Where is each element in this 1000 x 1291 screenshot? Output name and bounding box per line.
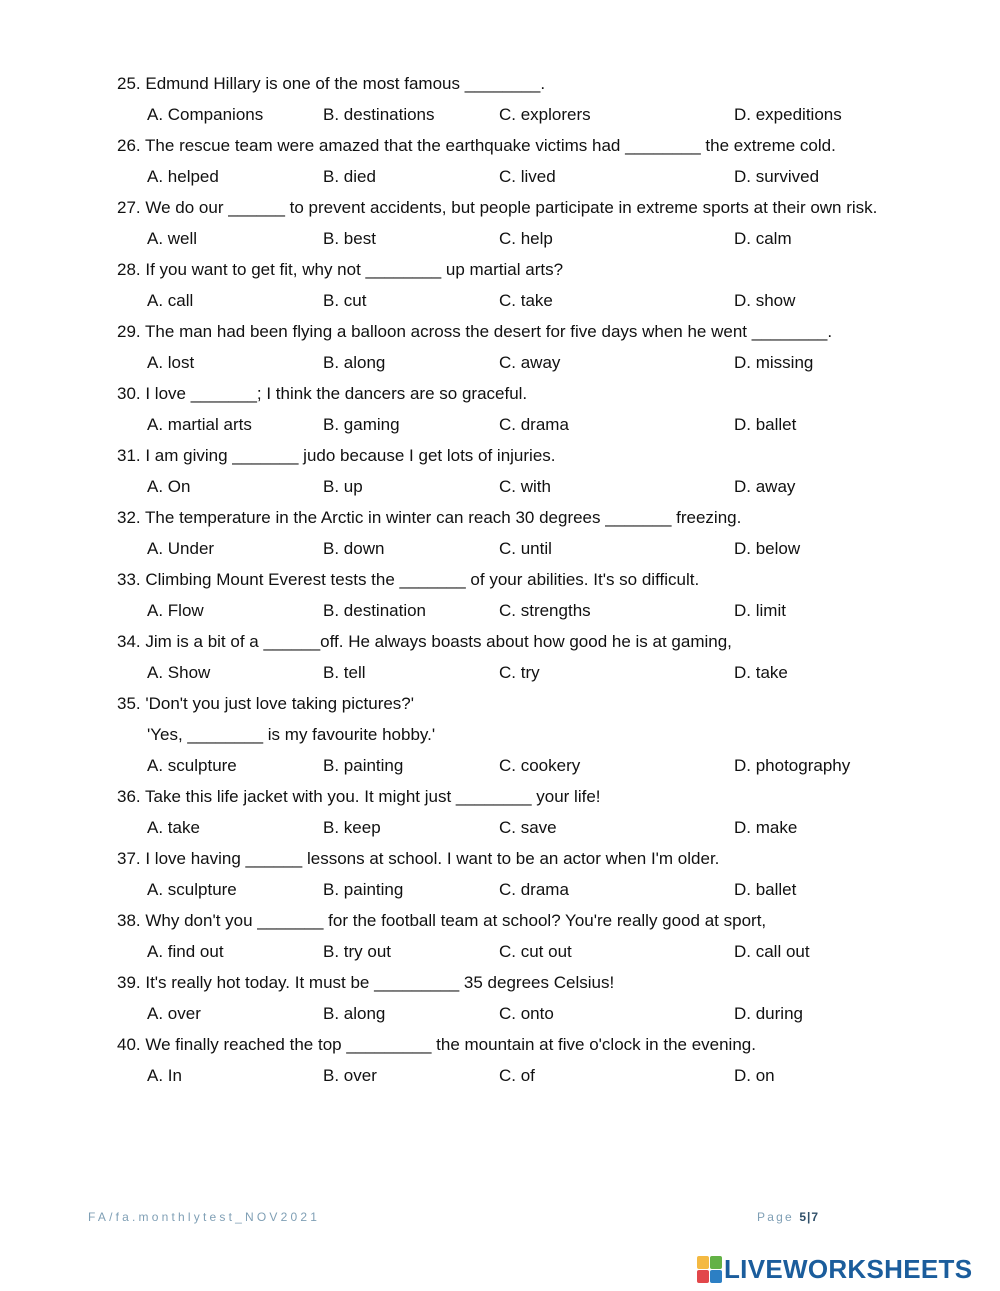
answer-option-c[interactable]: C. of — [499, 1066, 535, 1085]
answer-option-b[interactable]: B. down — [323, 539, 385, 558]
answer-option-d[interactable]: D. ballet — [734, 880, 797, 899]
answer-option-c[interactable]: C. drama — [499, 880, 569, 899]
answer-option-d[interactable]: D. photography — [734, 756, 851, 775]
answer-option-d[interactable]: D. make — [734, 818, 798, 837]
question-text: 39. It's really hot today. It must be _________ 35 degrees Celsius! — [117, 973, 615, 992]
answer-option-a[interactable]: A. On — [147, 477, 191, 496]
answer-option-d[interactable]: D. missing — [734, 353, 814, 372]
answer-option-d[interactable]: D. expeditions — [734, 105, 842, 124]
question-text: 25. Edmund Hillary is one of the most famous ________. — [117, 74, 546, 93]
answer-option-a[interactable]: A. sculpture — [147, 880, 237, 899]
question-text: 40. We finally reached the top _________ the mountain at five o'clock in the evening. — [117, 1035, 756, 1054]
question-text: 30. I love _______; I think the dancers are so graceful. — [117, 384, 528, 403]
answer-option-a[interactable]: A. Under — [147, 539, 215, 558]
answer-option-c[interactable]: C. until — [499, 539, 552, 558]
answer-option-b[interactable]: B. destinations — [323, 105, 435, 124]
answer-option-d[interactable]: D. show — [734, 291, 796, 310]
answer-option-c[interactable]: C. take — [499, 291, 553, 310]
answer-option-b[interactable]: B. up — [323, 477, 363, 496]
question-text: 28. If you want to get fit, why not ________ up martial arts? — [117, 260, 564, 279]
answer-option-b[interactable]: B. gaming — [323, 415, 400, 434]
answer-option-b[interactable]: B. try out — [323, 942, 392, 961]
answer-option-a[interactable]: A. find out — [147, 942, 224, 961]
answer-option-b[interactable]: B. painting — [323, 756, 404, 775]
answer-option-a[interactable]: A. call — [147, 291, 194, 310]
answer-option-a[interactable]: A. Companions — [147, 105, 264, 124]
answer-option-b[interactable]: B. cut — [323, 291, 367, 310]
page-label: Page — [757, 1210, 794, 1224]
question-text: 31. I am giving _______ judo because I get lots of injuries. — [117, 446, 556, 465]
answer-option-b[interactable]: B. along — [323, 1004, 386, 1023]
answer-option-c[interactable]: C. try — [499, 663, 540, 682]
question-text: 37. I love having ______ lessons at school. I want to be an actor when I'm older. — [117, 849, 720, 868]
question-text: 26. The rescue team were amazed that the earthquake victims had ________ the extreme cold. — [117, 136, 836, 155]
footer-page-number — [757, 1210, 819, 1224]
question-text: 38. Why don't you _______ for the football team at school? You're really good at sport, — [117, 911, 767, 930]
answer-option-c[interactable]: C. lived — [499, 167, 556, 186]
answer-option-d[interactable]: D. ballet — [734, 415, 797, 434]
answer-option-d[interactable]: D. during — [734, 1004, 803, 1023]
answer-option-c[interactable]: C. with — [499, 477, 551, 496]
answer-option-c[interactable]: C. strengths — [499, 601, 591, 620]
answer-option-c[interactable]: C. save — [499, 818, 557, 837]
answer-option-c[interactable]: C. explorers — [499, 105, 591, 124]
answer-option-a[interactable]: A. sculpture — [147, 756, 237, 775]
answer-option-c[interactable]: C. help — [499, 229, 553, 248]
answer-option-c[interactable]: C. away — [499, 353, 561, 372]
answer-option-a[interactable]: A. Flow — [147, 601, 204, 620]
question-text: 29. The man had been flying a balloon across the desert for five days when he went ________. — [117, 322, 833, 341]
answer-option-a[interactable]: A. martial arts — [147, 415, 252, 434]
answer-option-d[interactable]: D. on — [734, 1066, 775, 1085]
answer-option-b[interactable]: B. painting — [323, 880, 404, 899]
liveworksheets-brand[interactable] — [697, 1253, 972, 1285]
answer-option-b[interactable]: B. tell — [323, 663, 366, 682]
answer-option-a[interactable]: A. well — [147, 229, 198, 248]
answer-option-a[interactable]: A. helped — [147, 167, 219, 186]
answer-option-d[interactable]: D. survived — [734, 167, 820, 186]
liveworksheets-logo-icon — [697, 1256, 721, 1282]
question-text: 36. Take this life jacket with you. It might just ________ your life! — [117, 787, 601, 806]
question-text: 'Yes, ________ is my favourite hobby.' — [147, 725, 436, 744]
answer-option-d[interactable]: D. away — [734, 477, 796, 496]
answer-option-d[interactable]: D. take — [734, 663, 788, 682]
question-text: 32. The temperature in the Arctic in winter can reach 30 degrees _______ freezing. — [117, 508, 742, 527]
answer-option-a[interactable]: A. In — [147, 1066, 182, 1085]
answer-option-b[interactable]: B. over — [323, 1066, 377, 1085]
brand-name: LIVEWORKSHEETS — [724, 1253, 973, 1284]
answer-option-a[interactable]: A. lost — [147, 353, 195, 372]
answer-option-a[interactable]: A. over — [147, 1004, 201, 1023]
answer-option-d[interactable]: D. below — [734, 539, 801, 558]
question-text: 33. Climbing Mount Everest tests the _______ of your abilities. It's so difficult. — [117, 570, 700, 589]
page-number: 5|7 — [799, 1210, 820, 1224]
footer-test-code: FA/fa.monthlytest_NOV2021 — [88, 1210, 321, 1224]
answer-option-b[interactable]: B. keep — [323, 818, 381, 837]
answer-option-b[interactable]: B. best — [323, 229, 376, 248]
answer-option-a[interactable]: A. take — [147, 818, 200, 837]
answer-option-c[interactable]: C. cookery — [499, 756, 581, 775]
question-text: 27. We do our ______ to prevent accidents, but people participate in extreme sports at their own risk. — [117, 198, 878, 217]
question-text: 34. Jim is a bit of a ______off. He always boasts about how good he is at gaming, — [117, 632, 732, 651]
question-text: 35. 'Don't you just love taking pictures?' — [117, 694, 415, 713]
answer-option-d[interactable]: D. calm — [734, 229, 792, 248]
answer-option-c[interactable]: C. onto — [499, 1004, 554, 1023]
answer-option-d[interactable]: D. limit — [734, 601, 786, 620]
answer-option-b[interactable]: B. died — [323, 167, 376, 186]
answer-option-c[interactable]: C. cut out — [499, 942, 572, 961]
answer-option-a[interactable]: A. Show — [147, 663, 211, 682]
answer-option-b[interactable]: B. destination — [323, 601, 427, 620]
answer-option-c[interactable]: C. drama — [499, 415, 569, 434]
answer-option-d[interactable]: D. call out — [734, 942, 810, 961]
answer-option-b[interactable]: B. along — [323, 353, 386, 372]
